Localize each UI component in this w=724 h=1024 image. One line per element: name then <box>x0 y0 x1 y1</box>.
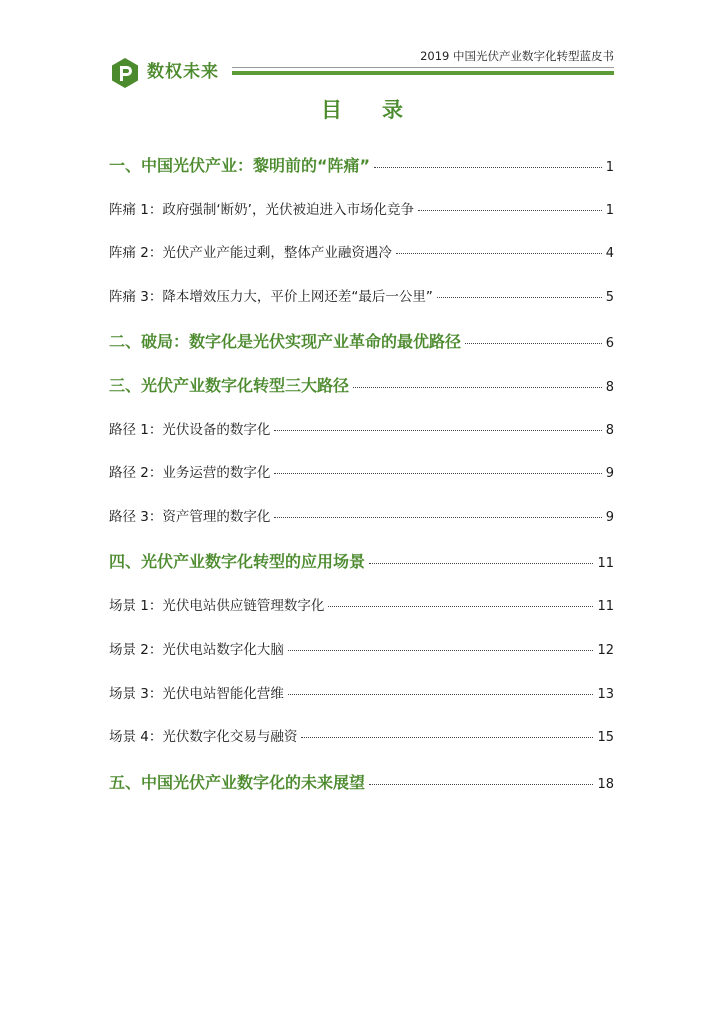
toc-entry-chapter-1[interactable] <box>109 154 614 178</box>
toc-entry-section-4-2[interactable] <box>109 640 614 660</box>
toc-entry-chapter-4[interactable] <box>109 550 614 574</box>
toc-page-number: 4 <box>605 246 614 261</box>
toc-entry-section-1-1[interactable] <box>109 200 614 220</box>
toc-entry-label: 路径 1：光伏设备的数字化 <box>109 422 271 438</box>
toc-entry-label: 路径 2：业务运营的数字化 <box>109 465 271 481</box>
toc-entry-section-4-1[interactable] <box>109 596 614 616</box>
toc-leader-dots <box>369 784 593 785</box>
toc-entry-label: 阵痛 2：光伏产业产能过剩，整体产业融资遇冷 <box>109 245 392 261</box>
header-divider-thin <box>232 67 614 68</box>
toc-leader-dots <box>274 473 601 474</box>
toc-entry-section-4-4[interactable] <box>109 727 614 747</box>
toc-entry-label: 一、中国光伏产业：黎明前的“阵痛” <box>109 156 371 175</box>
toc-entry-label: 阵痛 1：政府强制‘断奶’，光伏被迫进入市场化竞争 <box>109 202 414 218</box>
toc-page-number: 12 <box>597 643 614 658</box>
toc-page-number: 9 <box>605 510 614 525</box>
toc-leader-dots <box>369 563 593 564</box>
toc-page-number: 9 <box>605 466 614 481</box>
toc-leader-dots <box>396 253 602 254</box>
toc-entry-label: 二、破局：数字化是光伏实现产业革命的最优路径 <box>109 332 462 351</box>
toc-page-number: 11 <box>597 556 614 571</box>
toc-entry-label: 四、光伏产业数字化转型的应用场景 <box>109 552 366 571</box>
page-header <box>0 0 724 95</box>
logo-text: 数权未来 <box>147 62 219 82</box>
toc-page-number: 6 <box>605 336 614 351</box>
toc-entry-section-3-3[interactable] <box>109 507 614 527</box>
toc-entry-label: 场景 2：光伏电站数字化大脑 <box>109 642 284 658</box>
toc-page-number: 18 <box>597 777 614 792</box>
toc-entry-label: 场景 3：光伏电站智能化营维 <box>109 686 284 702</box>
toc-heading: 目录 <box>321 98 443 122</box>
toc-entry-section-1-2[interactable] <box>109 243 614 263</box>
toc-entry-label: 阵痛 3：降本增效压力大，平价上网还差“最后一公里” <box>109 289 433 305</box>
toc-entry-label: 场景 4：光伏数字化交易与融资 <box>109 729 298 745</box>
toc-entry-section-3-2[interactable] <box>109 463 614 483</box>
toc-page-number: 11 <box>597 599 614 614</box>
toc-leader-dots <box>465 343 602 344</box>
toc-entry-chapter-3[interactable] <box>109 374 614 398</box>
toc-leader-dots <box>301 737 593 738</box>
toc-entry-label: 路径 3：资产管理的数字化 <box>109 509 271 525</box>
toc-leader-dots <box>353 387 602 388</box>
toc-entry-chapter-2[interactable] <box>109 330 614 354</box>
toc-leader-dots <box>328 606 593 607</box>
toc-leader-dots <box>437 297 602 298</box>
logo-icon <box>109 57 141 89</box>
toc-page-number: 8 <box>605 423 614 438</box>
toc-leader-dots <box>288 650 594 651</box>
toc-page-number: 1 <box>605 203 614 218</box>
toc-entry-section-3-1[interactable] <box>109 420 614 440</box>
toc-page-number: 1 <box>605 160 614 175</box>
toc-entry-label: 三、光伏产业数字化转型三大路径 <box>109 376 350 395</box>
toc-page-number: 15 <box>597 730 614 745</box>
toc-leader-dots <box>274 517 601 518</box>
toc-entry-label: 五、中国光伏产业数字化的未来展望 <box>109 773 366 792</box>
toc-page-number: 13 <box>597 687 614 702</box>
header-divider-thick <box>232 71 614 75</box>
toc-leader-dots <box>288 694 594 695</box>
toc-leader-dots <box>418 210 602 211</box>
toc-entry-section-1-3[interactable] <box>109 287 614 307</box>
toc-page-number: 5 <box>605 290 614 305</box>
toc-page-number: 8 <box>605 380 614 395</box>
toc-entry-section-4-3[interactable] <box>109 684 614 704</box>
document-title: 2019 中国光伏产业数字化转型蓝皮书 <box>420 49 614 63</box>
toc-entry-chapter-5[interactable] <box>109 771 614 795</box>
toc-entry-label: 场景 1：光伏电站供应链管理数字化 <box>109 598 325 614</box>
toc-leader-dots <box>374 167 602 168</box>
toc-leader-dots <box>274 430 601 431</box>
